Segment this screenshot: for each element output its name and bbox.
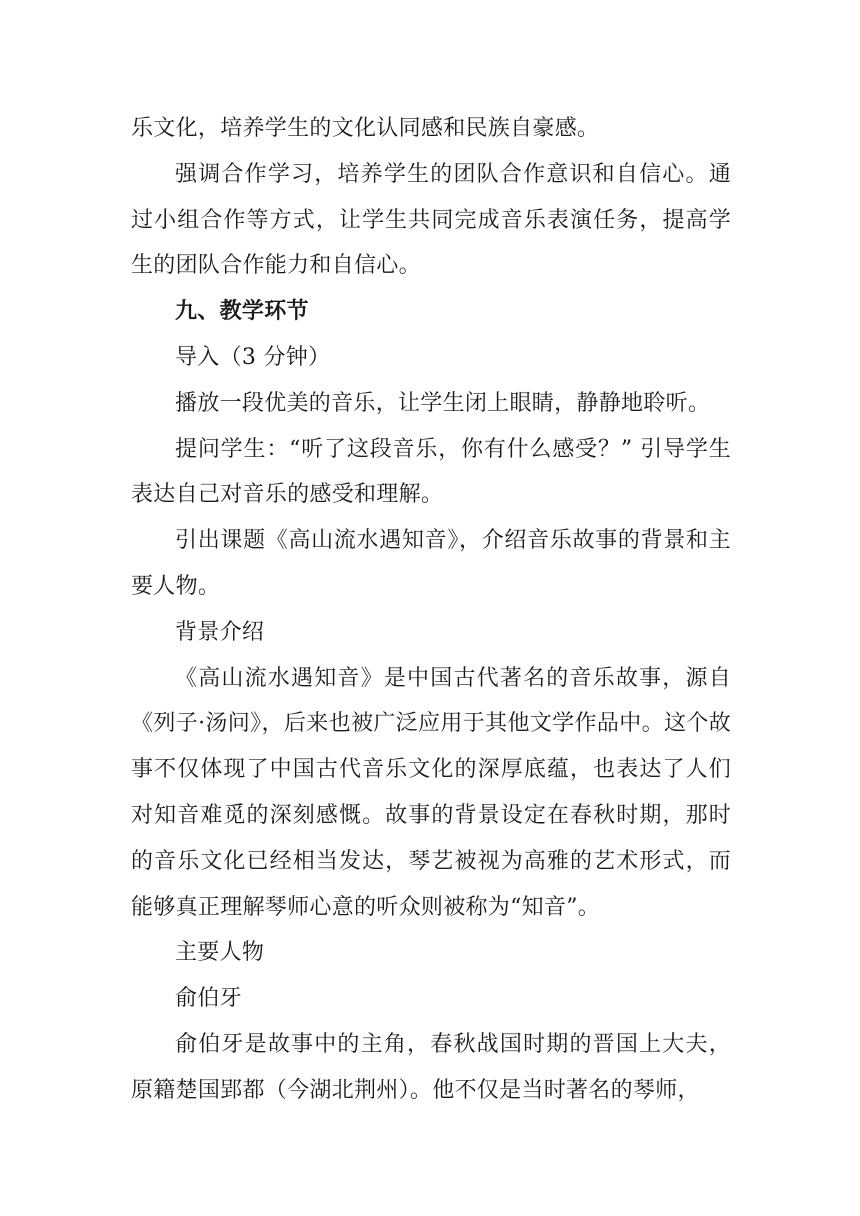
paragraph-introduce-topic: 引出课题《高山流水遇知音》，介绍音乐故事的背景和主要人物。 xyxy=(131,528,731,599)
paragraph-cooperative-learning: 强调合作学习，培养学生的团队合作意识和自信心。通过小组合作等方式，让学生共同完成音乐表演任务，提高学生的团队合作能力和自信心。 xyxy=(131,161,731,279)
paragraph-ask-students: 提问学生：“听了这段音乐，你有什么感受？” 引导学生表达自己对音乐的感受和理解。 xyxy=(131,436,731,508)
subheading-background: 背景介绍 xyxy=(175,619,265,645)
subheading-yu-boya: 俞伯牙 xyxy=(175,986,242,1012)
paragraph-background-story: 《高山流水遇知音》是中国古代著名的音乐故事，源自《列子·汤问》，后来也被广泛应用于其他文学作品中。这个故事不仅体现了中国古代音乐文化的深厚底蕴，也表达了人们对知音难觅的深刻感慨。故事的背景设定在春秋时期，那时的音乐文化已经相当发达，琴艺被视为高雅的艺术形式，而能够真正理解琴师心意的听众则被称为“知音”。 xyxy=(131,665,731,920)
paragraph-yu-boya-bio: 俞伯牙是故事中的主角，春秋战国时期的晋国上大夫，原籍楚国郢都（今湖北荆州）。他不仅是当时著名的琴师， xyxy=(131,1031,731,1103)
paragraph-culture-pride: 乐文化，培养学生的文化认同感和民族自豪感。 xyxy=(131,116,600,141)
paragraph-play-music: 播放一段优美的音乐，让学生闭上眼睛，静静地聆听。 xyxy=(175,390,711,416)
subheading-introduction: 导入（3 分钟） xyxy=(175,344,331,370)
section-heading-teaching-steps: 九、教学环节 xyxy=(175,299,309,325)
document-body xyxy=(131,106,731,1114)
subheading-main-characters: 主要人物 xyxy=(175,940,265,966)
